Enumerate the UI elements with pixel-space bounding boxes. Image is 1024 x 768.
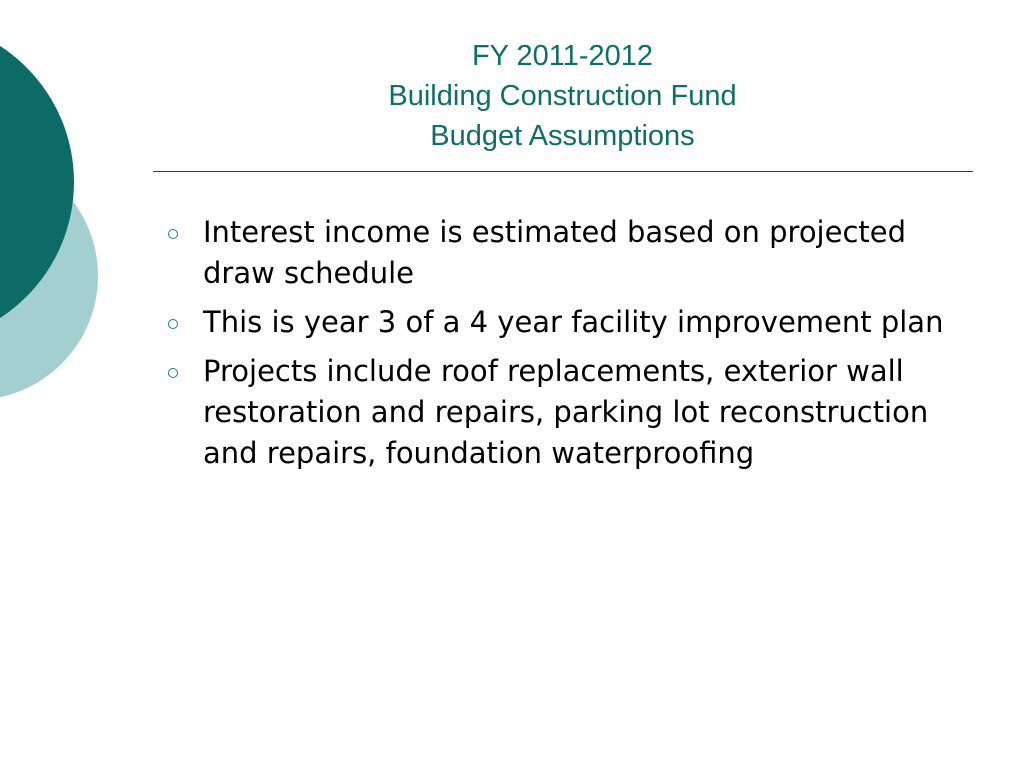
bullet-text: This is year 3 of a 4 year facility improvement plan — [203, 305, 944, 339]
slide-title — [150, 36, 975, 156]
bullet-item — [164, 351, 964, 474]
bullet-text: Projects include roof replacements, exterior wall restoration and repairs, parking lot reconstruction and repairs, foundation waterproofing — [203, 354, 929, 470]
bullet-item — [164, 212, 964, 294]
title-line-budget-assumptions: Budget Assumptions — [430, 120, 695, 152]
bullet-text: Interest income is estimated based on projected draw schedule — [203, 215, 907, 290]
hollow-circle-icon — [168, 319, 178, 329]
title-line-fund-name: Building Construction Fund — [388, 80, 737, 112]
hollow-circle-icon — [168, 368, 178, 378]
bullet-list — [164, 212, 964, 482]
hollow-circle-icon — [168, 229, 178, 239]
bullet-item — [164, 302, 964, 343]
title-line-fiscal-year: FY 2011-2012 — [471, 40, 654, 72]
title-divider — [153, 171, 973, 172]
